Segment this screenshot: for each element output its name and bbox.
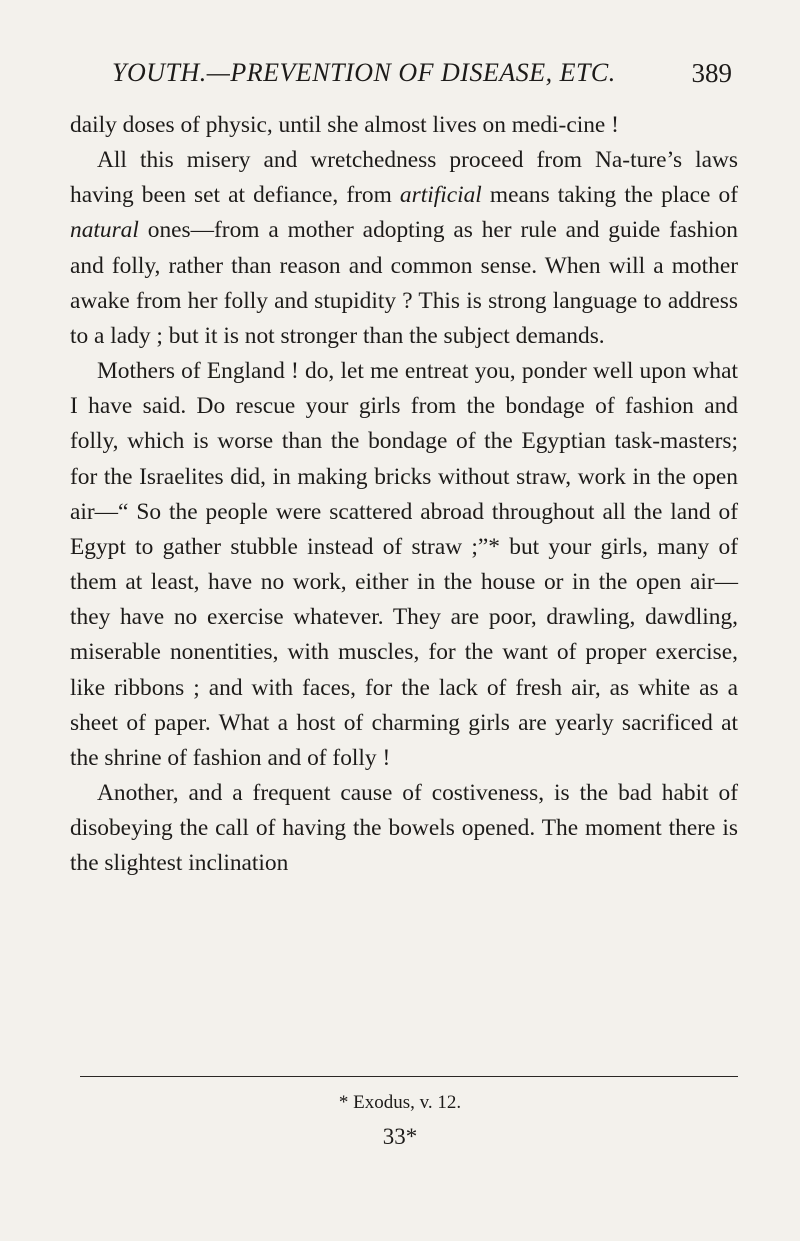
paragraph-text: ones—from a mother adopting as her rule and guide fashion and folly, rather than reason and common sense. When will a mother awake from her folly and stupidity ? This is strong language to address to a lady ; but it is not stronger than the subject demands. (70, 217, 738, 349)
italic-text: artificial (399, 182, 482, 209)
paragraph (70, 776, 738, 881)
body-text (70, 108, 738, 881)
paragraph-text: Another, and a frequent cause of costiveness, is the bad habit of disobeying the call of having the bowels opened. The moment there is the slightest inclination (70, 779, 738, 877)
paragraph-text: means taking the place of (481, 182, 739, 209)
italic-text: natural (70, 217, 139, 244)
running-header (112, 58, 732, 98)
footnote-divider (80, 1076, 738, 1077)
signature-mark: 33* (382, 1124, 418, 1149)
paragraph (70, 354, 738, 776)
paragraph (70, 108, 738, 143)
footnote: * Exodus, v. 12. (338, 1092, 462, 1113)
paragraph-text: All this misery and wretchedness proceed from Na-ture’s laws having been set at defiance, from (70, 147, 738, 209)
paragraph-text: daily doses of physic, until she almost lives on medi-cine ! (70, 112, 619, 138)
paragraph-text: Mothers of England ! do, let me entreat you, ponder well upon what I have said. Do rescue your girls from the bondage of fashion and folly, which is worse than the bondage of the Egyptian task-masters; for the Israelites did, in making bricks without straw, work in the open air—“ So the people were scattered abroad throughout all the land of Egypt to gather stubble instead of straw ;”* but your girls, many of them at least, have no work, either in the house or in the open air—they have no exercise whatever. They are poor, drawling, dawdling, miserable nonentities, with muscles, for the want of proper exercise, like ribbons ; and with faces, for the lack of fresh air, as white as a sheet of paper. What a host of charming girls are yearly sacrificed at the shrine of fashion and of folly ! (70, 358, 738, 771)
paragraph (70, 143, 738, 354)
page-number: 389 (691, 58, 732, 88)
running-title: YOUTH.—PREVENTION OF DISEASE, ETC. (112, 58, 616, 87)
